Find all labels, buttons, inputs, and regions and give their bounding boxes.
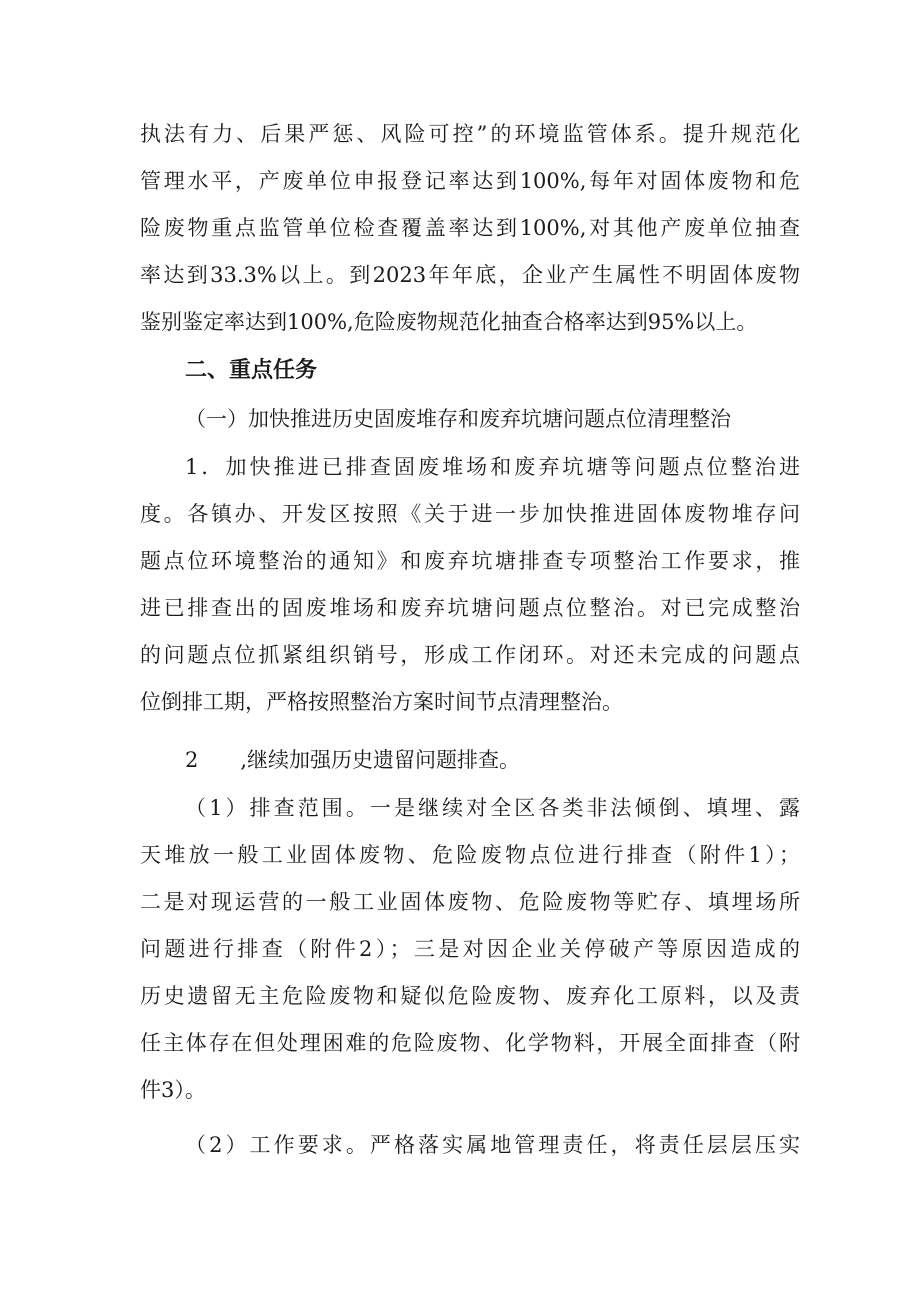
paragraph-line: 二是对现运营的一般工业固体废物、危险废物等贮存、填埋场所 (140, 890, 800, 914)
paragraph-line: 任主体存在但处理困难的危险废物、化学物料，开展全面排查（附 (140, 1031, 800, 1055)
list-item-heading: 2 ,继续加强历史遗留问题排查。 (185, 748, 521, 772)
paragraph-line: 问题进行排查（附件2）；三是对因企业关停破产等原因造成的 (140, 937, 800, 961)
paragraph-line: 题点位环境整治的通知》和废弃坑塘排查专项整治工作要求，推 (140, 549, 800, 573)
paragraph-line: 1．加快推进已排查固废堆场和废弃坑塘等问题点位整治进 (185, 455, 800, 479)
subsection-heading: （一）加快推进历史固废堆存和废弃坑塘问题点位清理整治 (185, 407, 731, 431)
paragraph-line: （2）工作要求。严格落实属地管理责任，将责任层层压实 (185, 1133, 800, 1157)
paragraph-line: 险废物重点监管单位检查覆盖率达到100%,对其他产废单位抽查 (140, 216, 800, 240)
paragraph-line: 的问题点位抓紧组织销号，形成工作闭环。对还未完成的问题点 (140, 643, 800, 667)
paragraph-line: 率达到33.3%以上。到2023年年底，企业产生属性不明固体废物 (140, 263, 800, 287)
section-heading: 二、重点任务 (185, 358, 318, 383)
paragraph-line: 天堆放一般工业固体废物、危险废物点位进行排查（附件1）； (140, 843, 800, 867)
paragraph-line: 位倒排工期，严格按照整治方案时间节点清理整治。 (140, 690, 623, 714)
paragraph-line: 进已排查出的固废堆场和废弃坑塘问题点位整治。对已完成整治 (140, 596, 800, 620)
paragraph-line: 件3）。 (140, 1078, 206, 1102)
paragraph-line: 历史遗留无主危险废物和疑似危险废物、废弃化工原料，以及责 (140, 984, 800, 1008)
paragraph-line: （1）排查范围。一是继续对全区各类非法倾倒、填埋、露 (185, 796, 800, 820)
paragraph-line: 鉴别鉴定率达到100%,危险废物规范化抽查合格率达到95%以上。 (140, 310, 758, 334)
paragraph-line: 管理水平，产废单位申报登记率达到100%,每年对固体废物和危 (140, 169, 800, 193)
paragraph-line: 度。各镇办、开发区按照《关于进一步加快推进固体废物堆存问 (140, 502, 800, 526)
paragraph-line: 执法有力、后果严惩、风险可控”的环境监管体系。提升规范化 (140, 122, 800, 146)
